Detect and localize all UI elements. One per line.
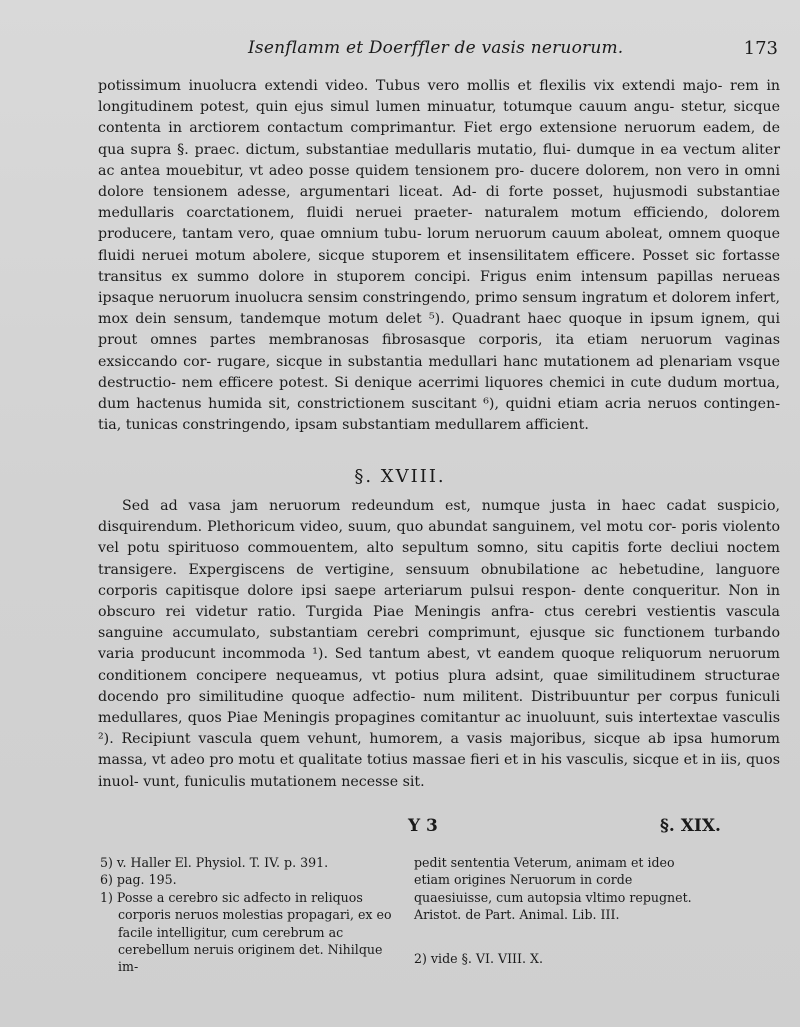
text-line: di forte posset, hujusmodi substantiae medullaris coarctationem, fluidi neruei praeter-	[98, 184, 780, 222]
footnote: 2) vide §. VI. VIII. X.	[414, 950, 543, 966]
text-line: ctus cerebri vestientis vascula sanguine accumulato, substantiam cerebri comprimunt,	[98, 604, 780, 642]
text-line: nem efficere potest. Si denique acerrimi liquores chemici in cute dudum mortua, dum	[98, 374, 780, 413]
text-line: forte decliui noctem transigere. Expergiscens de vertigine, sensuum obnubilatione ac	[98, 540, 781, 578]
text-line: plura adsint, quae similitudinem structurae docendo pro similitudine quoque adfectio-	[98, 667, 780, 705]
text-line: vunt, funiculis mutationem necesse sit.	[143, 773, 425, 790]
text-line: hactenus humida sit, constrictionem suscitant ⁶), quidni etiam acria neruos contingen-	[136, 396, 780, 413]
text-line: stuporem concipi. Frigus enim intensum papillas nerueas ipsaque neruorum inuolucra	[98, 268, 781, 307]
text-line: sensim constringendo, primo sensum ingratum et dolorem infert, mox dein sensum,	[98, 290, 780, 328]
footnote: 1) Posse a cerebro sic adfecto in reliquos corporis neruos molestias propagari, ex eo facile intelligitur, cum cerebrum ac cerebellum neruis originem det. Nihilque im-	[100, 889, 392, 975]
text-line: stuporem et insensilitatem efficere. Posset sic fortasse transitus ex summo dolore in	[98, 247, 781, 285]
running-header	[0, 34, 800, 64]
text-line: rem in longitudinem potest, quin ejus simul lumen minuatur, totumque cauum angu-	[98, 78, 780, 116]
text-line: poris violento vel potu spirituoso commouentem, alto sepultum somno, situ capitis	[98, 519, 780, 557]
text-line: dumque in ea vectum aliter ac antea mouebitur, vt adeo posse quidem tensionem pro-	[98, 141, 780, 179]
text-line: tandemque motum delet ⁵). Quadrant haec quoque in ipsum ignem, qui prout omnes	[98, 311, 780, 349]
text-line: potissimum inuolucra extendi video. Tubus vero mollis et flexilis vix extendi majo-	[98, 78, 731, 94]
text-line: naturalem motum efficiendo, dolorem producere, tantam vero, quae omnium tubu-	[98, 205, 780, 243]
text-line: lorum neruorum cauum aboleat, omnem quoque fluidi neruei motum abolere, sicque	[98, 226, 780, 264]
section-heading: §. XVIII.	[354, 466, 446, 487]
text-line: neruorum eadem, de qua supra §. praec. dictum, substantiae medullaris mutatio, flui-	[98, 120, 780, 158]
footnote: 5) v. Haller El. Physiol. T. IV. p. 391.	[100, 855, 329, 870]
text-line: disquirendum. Plethoricum video, suum, quo abundat sanguinem, vel motu cor-	[98, 519, 682, 536]
footnote: pedit sententia Veterum, animam et ideo etiam origines Neruorum in corde quaesiuisse, cum autopsia vltimo repugnet. Aristot. de Part. Animal. Lib. III.	[414, 855, 692, 923]
text-block-1-paragraph	[98, 76, 780, 436]
text-block-2	[98, 496, 780, 793]
catchword: §. XIX.	[660, 816, 721, 836]
text-line: quem vehunt, humorem, a vasis majoribus, sicque ab ipsa humorum massa, vt adeo	[98, 731, 780, 769]
text-line: rugare, sicque in substantia medullari hanc mutationem ad plenariam vsque destructio-	[98, 353, 780, 391]
text-line: tia, tunicas constringendo, ipsam substantiam medullarem afficient.	[98, 417, 589, 434]
text-block-1	[98, 76, 780, 436]
footnotes-left-column	[100, 854, 400, 976]
text-line: stetur, sicque contenta in arctiorem contactum comprimantur. Fiet ergo extensione	[98, 99, 780, 137]
page-number: 173	[743, 38, 778, 59]
text-line: ducere dolorem, non vero in omni dolore tensionem adesse, argumentari liceat. Ad-	[98, 162, 781, 201]
footnote: 6) pag. 195.	[100, 872, 177, 888]
text-line: dente conqueritur. Non in obscuro rei videtur ratio. Turgida Piae Meningis anfra-	[98, 582, 780, 621]
text-line: num militent. Distribuuntur per corpus funiculi medullares, quos Piae Meningis	[98, 688, 781, 727]
footnotes-right-column	[414, 854, 696, 967]
text-line: Sed ad vasa jam neruorum redeundum est, numque justa in haec cadat suspicio,	[122, 498, 780, 514]
text-line: ejusque sic functionem turbando varia producunt incommoda ¹). Sed tantum abest, vt	[98, 625, 780, 663]
text-line: pro motu et qualitate totius massae fieri et in his vasculis, sicque et in iis, quos inuol-	[98, 752, 780, 790]
text-line: hebetudine, languore corporis capitisque dolore ipsi saepe arteriarum pulsui respon-	[98, 561, 780, 599]
text-line: propagines comitantur ac inuoluunt, suis intertextae vasculis ²). Recipiunt vascula	[98, 710, 780, 748]
text-line: partes membranosas fibrosasque corporis, ita etiam neruorum vaginas exsiccando cor-	[98, 332, 780, 370]
header-title: Isenflamm et Doerffler de vasis neruorum.	[248, 38, 624, 58]
signature-line	[0, 816, 800, 842]
signature-mark: Y 3	[408, 816, 438, 836]
text-line: eandem quoque reliquorum neruorum conditionem concipere nequeamus, vt potius	[98, 646, 780, 684]
text-block-2-paragraph	[98, 496, 780, 793]
